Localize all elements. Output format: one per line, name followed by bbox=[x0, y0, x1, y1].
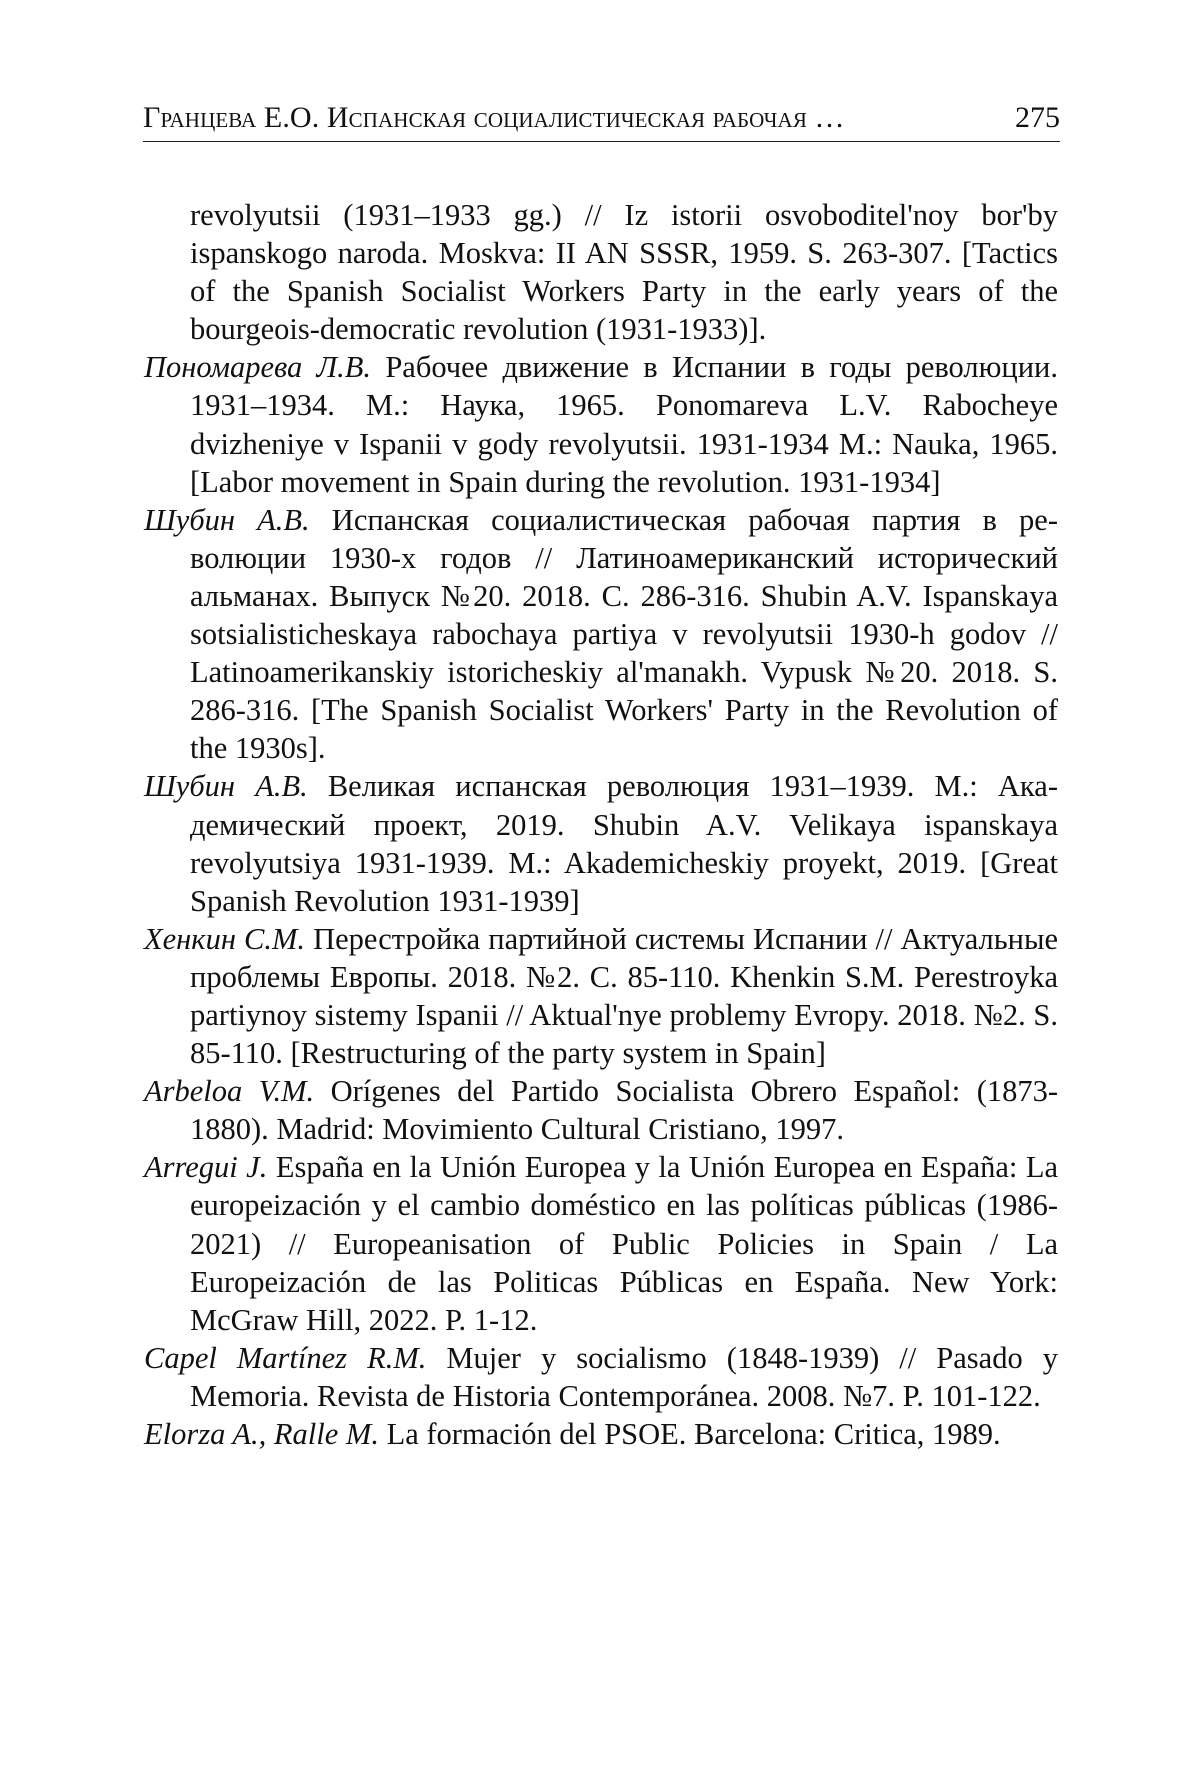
reference-author: Шубин А.В. bbox=[144, 769, 308, 804]
reference-author: Capel Martínez R.M. bbox=[144, 1340, 427, 1375]
reference-text: Великая испанская революция 1931–1939. М.: Академический проект, 2019. Shubin A.V. Velikaya ispanskaya revolyutsiya 1931-1939. M.: Akademicheskiy proyekt, 2019. [Great Spanish Revolution 1931-1939] bbox=[190, 769, 1058, 918]
reference-entry bbox=[144, 1072, 1058, 1148]
reference-entry bbox=[144, 348, 1058, 500]
reference-text: Перестройка партийной системы Испании // Актуальные проблемы Европы. 2018. №2. С. 85-110. Khenkin S.M. Perestroyka partiynoy sistemy Ispanii // Aktual'nye problemy Evropy. 2018. №2. S. 85-110. [Restructuring of the party system in Spain] bbox=[190, 921, 1059, 1071]
reference-entry bbox=[144, 767, 1058, 919]
reference-text: Mujer y socialismo (1848-1939) // Pasado y Memoria. Revista de Historia Contemporánea. 2008. №7. P. 101-122. bbox=[190, 1340, 1058, 1413]
reference-author: Arbeloa V.M. bbox=[144, 1074, 315, 1109]
running-header bbox=[143, 100, 1060, 142]
running-header-title: Гранцева Е.О. Испанская социалистическая рабочая … bbox=[143, 101, 845, 134]
reference-author: Пономарева Л.В. bbox=[144, 350, 372, 385]
reference-list bbox=[144, 196, 1058, 1453]
reference-author: Arregui J. bbox=[144, 1150, 268, 1185]
reference-text: España en la Unión Europea y la Unión Europea en España: La europeización y el cambio doméstico en las políticas públicas (1986-2021) // Europeanisation of Public Policies in Spain / La Europeización de las Politicas Públicas en España. New York: McGraw Hill, 2022. P. 1-12. bbox=[190, 1150, 1059, 1337]
reference-author: Elorza A., Ralle M. bbox=[144, 1417, 379, 1451]
reference-text: Orígenes del Partido Socialista Obrero Español: (1873-1880). Madrid: Movimiento Cultural Cristiano, 1997. bbox=[190, 1074, 1059, 1147]
reference-author: Шубин А.В. bbox=[144, 502, 310, 537]
reference-text: Испанская социалистическая рабочая партия в революции 1930-х годов // Латиноамериканский исторический альманах. Выпуск №20. 2018. С. 286-316. Shubin A.V. Ispanskaya sotsialisticheskaya rabochaya partiya v revolyutsii 1930-h godov // Latinoamerikanskiy istoricheskiy al'manakh. Vypusk №20. 2018. S. 286-316. [The Spanish Socialist Workers' Party in the Revolution of the 1930s]. bbox=[190, 502, 1058, 766]
reference-entry bbox=[144, 501, 1058, 768]
reference-text: revolyutsii (1931–1933 gg.) // Iz istorii osvoboditel'noy bor'by ispanskogo naroda. Moskva: II AN SSSR, 1959. S. 263-307. [Tactics of the Spanish Socialist Workers Party in the early years of the bourgeois-democratic revolution (1931-1933)]. bbox=[190, 198, 1058, 347]
reference-text: La formación del PSOE. Barcelona: Critica, 1989. bbox=[386, 1417, 1001, 1451]
reference-text: Рабочее движение в Испании в годы революции. 1931–1934. М.: Наука, 1965. Ponomareva L.V. Rabocheye dvizheniye v Ispanii v gody revolyutsii. 1931-1934 M.: Nauka, 1965. [Labor movement in Spain during the revolution. 1931-1934] bbox=[190, 350, 1059, 499]
reference-author: Хенкин С.М. bbox=[144, 921, 306, 956]
reference-entry bbox=[144, 920, 1058, 1072]
page-number: 275 bbox=[1015, 101, 1060, 134]
reference-entry bbox=[144, 1148, 1058, 1338]
reference-entry bbox=[144, 1415, 1058, 1453]
reference-entry bbox=[144, 196, 1058, 348]
reference-entry bbox=[144, 1339, 1058, 1415]
